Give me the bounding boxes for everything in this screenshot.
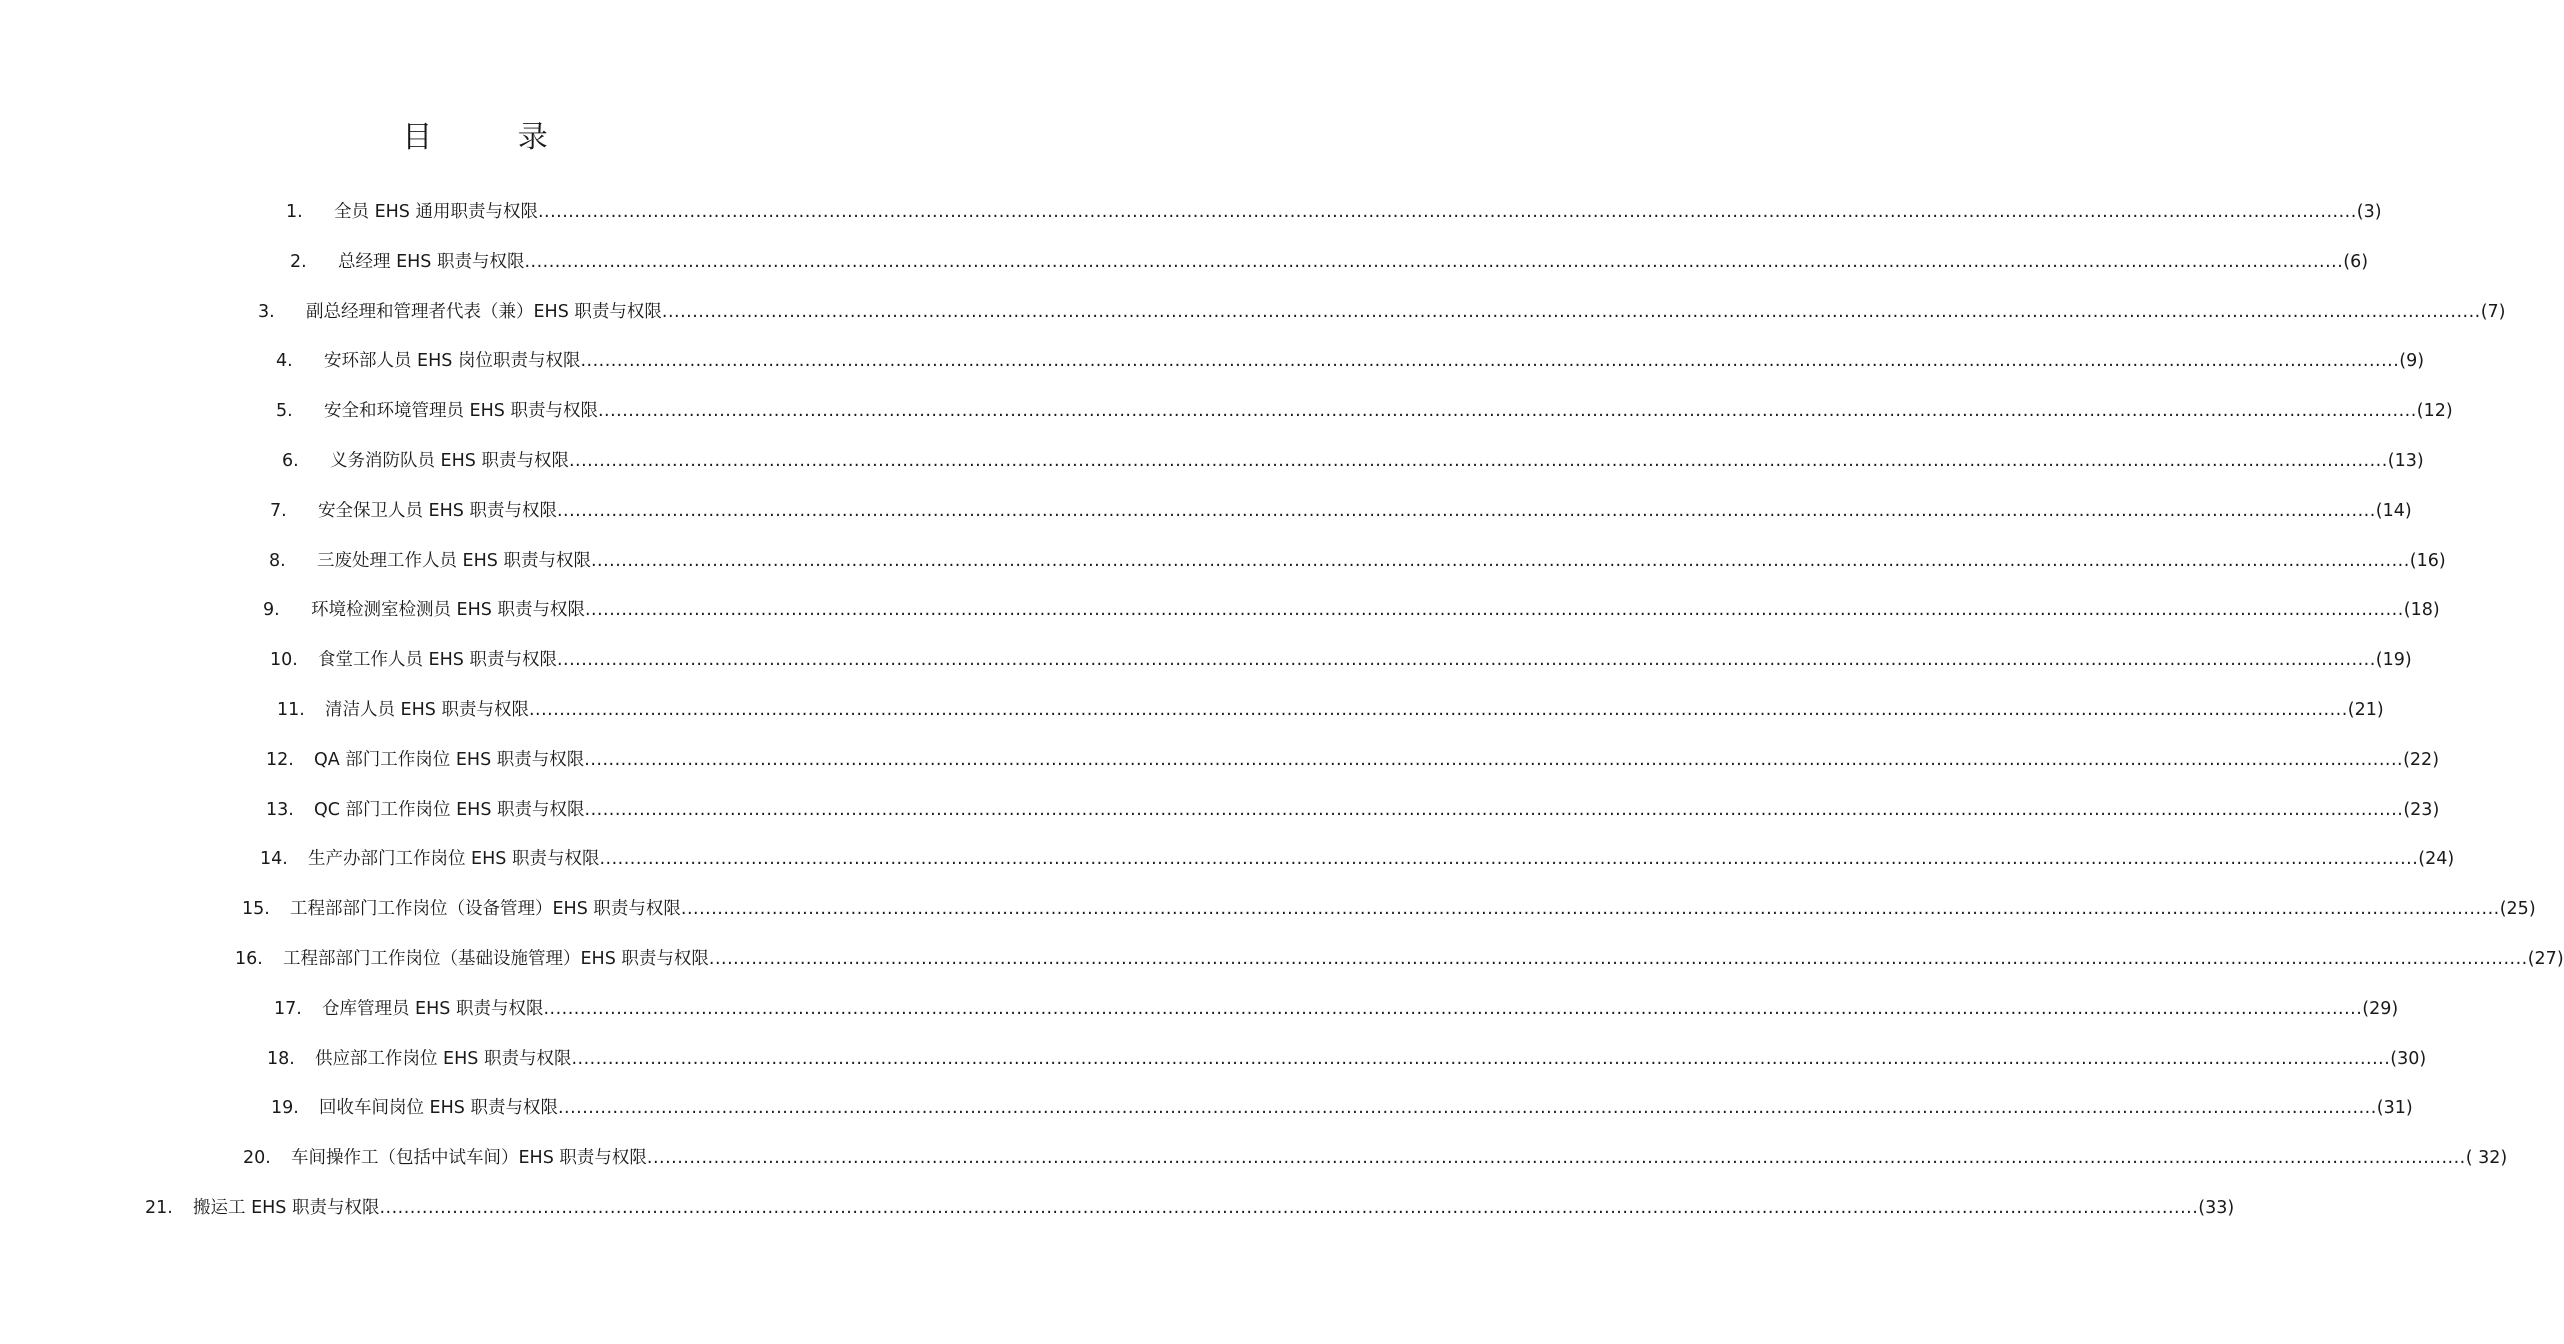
toc-leader-dots: ............................................................................................................................................................................................................................................................................................................: [597, 401, 2417, 421]
toc-entry-title: 安全保卫人员 EHS 职责与权限: [318, 501, 557, 521]
toc-entry-page: ( 32): [2465, 1148, 2508, 1168]
toc-entry[interactable]: [266, 797, 2440, 823]
toc-entry-page: (29): [2362, 999, 2399, 1019]
toc-title: 目 录: [402, 120, 586, 155]
toc-leader-dots: ............................................................................................................................................................................................................................................................................................................: [680, 899, 2500, 919]
toc-entry-page: (33): [2198, 1198, 2235, 1218]
toc-entry[interactable]: [286, 199, 2382, 225]
toc-entry-page: (24): [2418, 849, 2455, 869]
toc-entry[interactable]: [269, 548, 2446, 574]
toc-leader-dots: ............................................................................................................................................................................................................................................................................................................: [556, 501, 2376, 521]
toc-entry-page: (19): [2375, 650, 2412, 670]
toc-entry-title: 仓库管理员 EHS 职责与权限: [322, 999, 544, 1019]
toc-entry-title: 安环部人员 EHS 岗位职责与权限: [324, 351, 581, 371]
toc-leader-dots: ............................................................................................................................................................................................................................................................................................................: [580, 351, 2400, 371]
toc-entry-number: 20.: [243, 1148, 271, 1168]
toc-entry-page: (30): [2390, 1049, 2427, 1069]
toc-entry-number: 6.: [282, 451, 299, 471]
toc-leader-dots: ............................................................................................................................................................................................................................................................................................................: [557, 1098, 2377, 1118]
toc-entry-page: (27): [2527, 949, 2564, 969]
toc-leader-dots: ............................................................................................................................................................................................................................................................................................................: [599, 849, 2419, 869]
toc-entry-page: (23): [2403, 800, 2440, 820]
toc-entry[interactable]: [235, 946, 2564, 972]
toc-entry[interactable]: [266, 747, 2440, 773]
toc-leader-dots: ............................................................................................................................................................................................................................................................................................................: [524, 252, 2344, 272]
toc-entry-page: (6): [2343, 252, 2369, 272]
toc-leader-dots: ............................................................................................................................................................................................................................................................................................................: [590, 551, 2410, 571]
toc-entry-number: 17.: [274, 999, 302, 1019]
toc-leader-dots: ............................................................................................................................................................................................................................................................................................................: [568, 451, 2388, 471]
toc-entry-title: 食堂工作人员 EHS 职责与权限: [318, 650, 557, 670]
toc-leader-dots: ............................................................................................................................................................................................................................................................................................................: [584, 600, 2404, 620]
toc-entry-title: 总经理 EHS 职责与权限: [338, 252, 525, 272]
toc-entry[interactable]: [290, 249, 2369, 275]
toc-entry-title: 工程部部门工作岗位（基础设施管理）EHS 职责与权限: [283, 949, 709, 969]
toc-entry-page: (3): [2356, 202, 2382, 222]
toc-leader-dots: ............................................................................................................................................................................................................................................................................................................: [708, 949, 2528, 969]
toc-entry-number: 9.: [263, 600, 280, 620]
toc-entry-number: 2.: [290, 252, 307, 272]
toc-entry-page: (12): [2416, 401, 2453, 421]
toc-entry[interactable]: [274, 996, 2399, 1022]
toc-entry[interactable]: [270, 498, 2412, 524]
toc-entry-title: 环境检测室检测员 EHS 职责与权限: [311, 600, 585, 620]
toc-entry-number: 16.: [235, 949, 263, 969]
toc-entry-title: 回收车间岗位 EHS 职责与权限: [319, 1098, 558, 1118]
toc-entry-page: (21): [2347, 700, 2384, 720]
toc-entry-page: (25): [2499, 899, 2536, 919]
toc-entry-title: 三废处理工作人员 EHS 职责与权限: [317, 551, 591, 571]
toc-entry-page: (9): [2399, 351, 2425, 371]
toc-entry-number: 8.: [269, 551, 286, 571]
toc-entry-page: (18): [2403, 600, 2440, 620]
toc-entry-title: 车间操作工（包括中试车间）EHS 职责与权限: [291, 1148, 647, 1168]
toc-entry[interactable]: [263, 597, 2440, 623]
toc-entry-number: 7.: [270, 501, 287, 521]
toc-entry[interactable]: [282, 448, 2424, 474]
toc-entry-number: 3.: [258, 302, 275, 322]
toc-entry[interactable]: [243, 1145, 2508, 1171]
toc-entry-page: (14): [2375, 501, 2412, 521]
toc-entry-page: (31): [2376, 1098, 2413, 1118]
toc-entry-number: 12.: [266, 750, 294, 770]
toc-entry-title: 义务消防队员 EHS 职责与权限: [330, 451, 569, 471]
toc-entry-title: 副总经理和管理者代表（兼）EHS 职责与权限: [306, 302, 662, 322]
toc-entry[interactable]: [242, 896, 2536, 922]
toc-entry[interactable]: [271, 1095, 2413, 1121]
toc-leader-dots: ............................................................................................................................................................................................................................................................................................................: [528, 700, 2348, 720]
toc-entry[interactable]: [267, 1046, 2427, 1072]
toc-leader-dots: ............................................................................................................................................................................................................................................................................................................: [646, 1148, 2466, 1168]
toc-entry-number: 21.: [145, 1198, 173, 1218]
toc-entry-title: 安全和环境管理员 EHS 职责与权限: [324, 401, 598, 421]
toc-leader-dots: ............................................................................................................................................................................................................................................................................................................: [537, 202, 2357, 222]
toc-entry-title: 搬运工 EHS 职责与权限: [193, 1198, 380, 1218]
toc-entry-title: QC 部门工作岗位 EHS 职责与权限: [314, 800, 585, 820]
toc-entry[interactable]: [277, 697, 2384, 723]
toc-leader-dots: ............................................................................................................................................................................................................................................................................................................: [543, 999, 2363, 1019]
toc-entry-number: 13.: [266, 800, 294, 820]
toc-entry-title: 工程部部门工作岗位（设备管理）EHS 职责与权限: [290, 899, 681, 919]
toc-entry-page: (7): [2480, 302, 2506, 322]
toc-entry-number: 10.: [270, 650, 298, 670]
toc-leader-dots: ............................................................................................................................................................................................................................................................................................................: [584, 750, 2404, 770]
toc-entry-number: 14.: [260, 849, 288, 869]
toc-entry-page: (22): [2403, 750, 2440, 770]
toc-leader-dots: ............................................................................................................................................................................................................................................................................................................: [661, 302, 2481, 322]
toc-entry-number: 11.: [277, 700, 305, 720]
toc-entry[interactable]: [276, 348, 2425, 374]
toc-entry-number: 5.: [276, 401, 293, 421]
toc-entry[interactable]: [145, 1195, 2235, 1221]
toc-entry-number: 18.: [267, 1049, 295, 1069]
toc-entry-title: 清洁人员 EHS 职责与权限: [325, 700, 529, 720]
toc-leader-dots: ............................................................................................................................................................................................................................................................................................................: [379, 1198, 2199, 1218]
toc-entry[interactable]: [258, 299, 2506, 325]
toc-entry-page: (16): [2409, 551, 2446, 571]
toc-leader-dots: ............................................................................................................................................................................................................................................................................................................: [584, 800, 2404, 820]
toc-entry[interactable]: [260, 846, 2455, 872]
toc-entry[interactable]: [270, 647, 2412, 673]
toc-entry-title: 生产办部门工作岗位 EHS 职责与权限: [308, 849, 600, 869]
toc-leader-dots: ............................................................................................................................................................................................................................................................................................................: [571, 1049, 2391, 1069]
toc-entry-number: 1.: [286, 202, 303, 222]
toc-entry[interactable]: [276, 398, 2453, 424]
toc-leader-dots: ............................................................................................................................................................................................................................................................................................................: [556, 650, 2376, 670]
toc-entry-title: QA 部门工作岗位 EHS 职责与权限: [314, 750, 585, 770]
toc-entry-number: 15.: [242, 899, 270, 919]
toc-entry-title: 供应部工作岗位 EHS 职责与权限: [315, 1049, 572, 1069]
toc-entry-page: (13): [2387, 451, 2424, 471]
toc-entry-number: 4.: [276, 351, 293, 371]
toc-entry-title: 全员 EHS 通用职责与权限: [334, 202, 538, 222]
toc-entry-number: 19.: [271, 1098, 299, 1118]
